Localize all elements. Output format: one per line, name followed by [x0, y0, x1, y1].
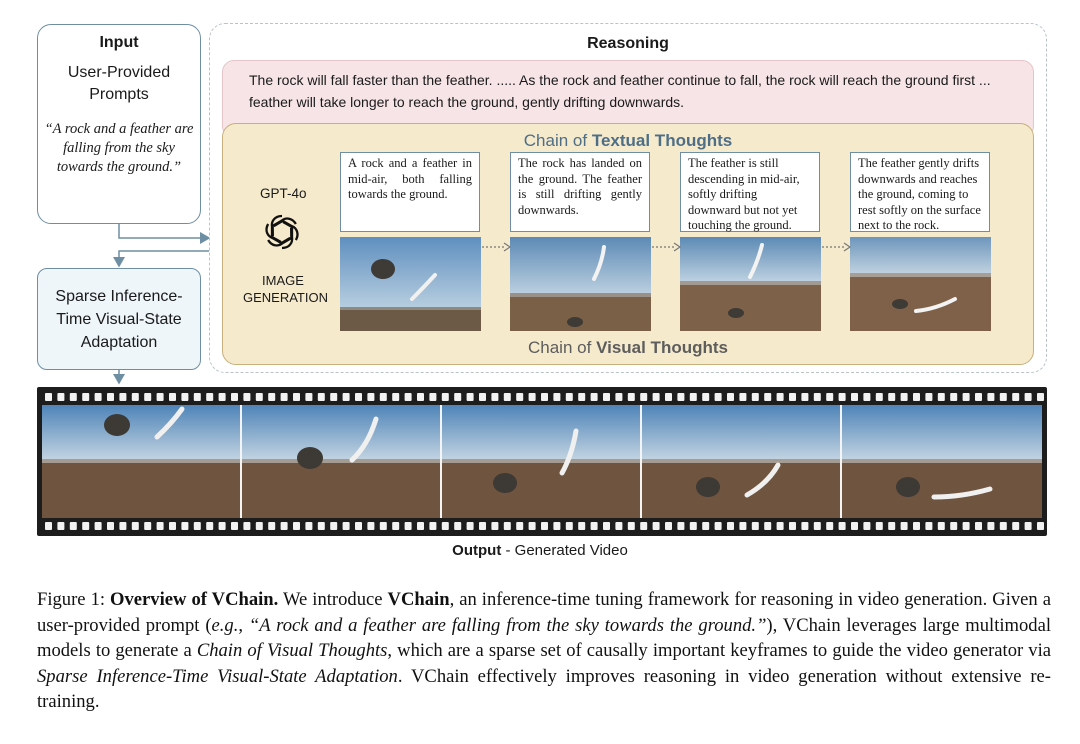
chain-visual-bold: Visual Thoughts: [596, 338, 728, 357]
sprocket-hole: [863, 393, 870, 401]
sprocket-hole: [355, 522, 362, 530]
sprocket-hole: [876, 393, 883, 401]
sprocket-hole: [826, 393, 833, 401]
caption-text-3: ,: [238, 614, 249, 636]
textual-thought-2: The rock has landed on the ground. The feather is still drifting gently downwards.: [510, 152, 650, 232]
sprocket-hole: [95, 522, 102, 530]
sprocket-hole: [231, 522, 238, 530]
sprocket-hole: [801, 522, 808, 530]
sprocket-hole: [157, 522, 164, 530]
sprocket-hole: [615, 393, 622, 401]
sprocket-hole: [653, 393, 660, 401]
sprocket-hole: [938, 393, 945, 401]
sprocket-hole: [690, 393, 697, 401]
sprocket-hole: [256, 393, 263, 401]
textual-thought-1: A rock and a feather in mid-air, both falling towards the ground.: [340, 152, 480, 232]
sprocket-hole: [132, 522, 139, 530]
sprocket-hole: [219, 393, 226, 401]
sprocket-hole: [330, 393, 337, 401]
sprocket-hole: [442, 522, 449, 530]
sprocket-hole: [268, 393, 275, 401]
chain-visual-title: [223, 338, 1033, 358]
sprocket-hole: [281, 393, 288, 401]
sprocket-hole: [777, 393, 784, 401]
film-sprockets-bottom: [37, 520, 1047, 532]
sprocket-hole: [938, 522, 945, 530]
sprocket-hole: [305, 393, 312, 401]
input-to-reasoning-arrow: [119, 224, 209, 238]
sprocket-hole: [950, 522, 957, 530]
sprocket-hole: [541, 522, 548, 530]
visual-thought-3: [680, 237, 821, 331]
sprocket-hole: [70, 522, 77, 530]
reasoning-to-sparse-arrow: [119, 251, 209, 266]
caption-bold-2: VChain: [387, 589, 450, 610]
sprocket-hole: [925, 522, 932, 530]
sprocket-hole: [107, 393, 114, 401]
sprocket-hole: [442, 393, 449, 401]
caption-bold-1: Overview of VChain.: [110, 589, 279, 610]
chain-visual-prefix: Chain of: [528, 338, 592, 357]
sprocket-hole: [392, 522, 399, 530]
chain-textual-bold: Textual Thoughts: [591, 131, 733, 150]
sprocket-hole: [516, 522, 523, 530]
sprocket-hole: [1025, 393, 1032, 401]
sprocket-hole: [876, 522, 883, 530]
sprocket-hole: [1012, 522, 1019, 530]
sprocket-hole: [566, 522, 573, 530]
sprocket-hole: [169, 393, 176, 401]
sprocket-hole: [194, 522, 201, 530]
sprocket-hole: [727, 393, 734, 401]
sprocket-hole: [888, 393, 895, 401]
input-prompt: “A rock and a feather are falling from the sky towards the ground.”: [44, 121, 194, 175]
sprocket-hole: [293, 393, 300, 401]
sprocket-hole: [281, 522, 288, 530]
sprocket-hole: [479, 393, 486, 401]
sprocket-hole: [665, 393, 672, 401]
input-box: [37, 24, 201, 224]
sprocket-hole: [504, 522, 511, 530]
sprocket-hole: [777, 522, 784, 530]
input-subtitle: User-Provided Prompts: [67, 64, 171, 103]
output-label-rest: - Generated Video: [501, 542, 628, 559]
video-frame-5: [842, 405, 1042, 518]
sprocket-hole: [57, 393, 64, 401]
sprocket-hole: [206, 393, 213, 401]
sprocket-hole: [491, 522, 498, 530]
video-frame-2: [242, 405, 442, 518]
caption-text-4: ), VChain leverages large multimodal models to generate a: [37, 614, 1051, 661]
sprocket-hole: [789, 393, 796, 401]
sprocket-hole: [343, 393, 350, 401]
sprocket-hole: [144, 393, 151, 401]
sprocket-hole: [653, 522, 660, 530]
sprocket-hole: [119, 522, 126, 530]
generated-video-filmstrip: [37, 387, 1047, 536]
visual-thought-4: [850, 237, 991, 331]
sprocket-hole: [578, 393, 585, 401]
video-frame-3: [442, 405, 642, 518]
sprocket-hole: [256, 522, 263, 530]
sprocket-hole: [975, 393, 982, 401]
visual-thought-1: [340, 237, 481, 331]
sprocket-hole: [479, 522, 486, 530]
sprocket-hole: [231, 393, 238, 401]
sprocket-hole: [715, 393, 722, 401]
chain-textual-prefix: Chain of: [523, 131, 588, 150]
sprocket-hole: [963, 522, 970, 530]
sprocket-hole: [901, 393, 908, 401]
sprocket-hole: [578, 522, 585, 530]
sprocket-hole: [677, 393, 684, 401]
sprocket-hole: [702, 522, 709, 530]
sprocket-hole: [1012, 393, 1019, 401]
sprocket-hole: [318, 522, 325, 530]
sprocket-hole: [826, 522, 833, 530]
sprocket-hole: [107, 522, 114, 530]
caption-italic-4: Sparse Inference-Time Visual-State Adaptation: [37, 665, 398, 687]
input-title: Input: [99, 34, 139, 51]
caption-italic-1: e.g.: [211, 614, 239, 636]
chain-textual-title: [223, 131, 1033, 151]
sprocket-hole: [206, 522, 213, 530]
sprocket-hole: [764, 393, 771, 401]
openai-logo-icon: [261, 211, 303, 253]
sprocket-hole: [181, 393, 188, 401]
image-generation-label: IMAGE GENERATION: [243, 273, 328, 305]
sprocket-hole: [417, 522, 424, 530]
sprocket-hole: [764, 522, 771, 530]
sprocket-hole: [82, 522, 89, 530]
sprocket-hole: [181, 522, 188, 530]
caption-text-2: , an inference-time tuning framework for reasoning in video generation. Given a user-provided prompt (: [37, 589, 1051, 636]
sprocket-hole: [603, 393, 610, 401]
reasoning-text: The rock will fall faster than the feather. ..... As the rock and feather continue to fall, the rock will reach the ground first ... feather will take longer to reach the ground, gently drifting downwards.: [222, 60, 1034, 138]
sprocket-hole: [45, 393, 52, 401]
sprocket-hole: [405, 393, 412, 401]
dotted-arrow-icon: [822, 242, 852, 252]
film-sprockets-top: [37, 391, 1047, 403]
sprocket-hole: [57, 522, 64, 530]
sprocket-hole: [268, 522, 275, 530]
sprocket-hole: [243, 522, 250, 530]
sprocket-hole: [591, 393, 598, 401]
visual-thought-2: [510, 237, 651, 331]
sprocket-hole: [541, 393, 548, 401]
film-frames: [42, 405, 1042, 518]
model-label: GPT-4o: [260, 186, 307, 201]
sprocket-hole: [739, 393, 746, 401]
caption-prefix: Figure 1:: [37, 589, 111, 610]
sprocket-hole: [1037, 522, 1044, 530]
sprocket-hole: [913, 393, 920, 401]
sprocket-hole: [380, 522, 387, 530]
sprocket-hole: [293, 522, 300, 530]
sprocket-hole: [727, 522, 734, 530]
output-label: [0, 542, 1080, 559]
sprocket-hole: [1025, 522, 1032, 530]
caption-text-6: . VChain effectively improves reasoning in video generation without extensive re-training.: [37, 665, 1051, 712]
sprocket-hole: [566, 393, 573, 401]
sprocket-hole: [132, 393, 139, 401]
caption-text-5: , which are a sparse set of causally important keyframes to guide the video generator via: [387, 640, 1051, 661]
sprocket-hole: [405, 522, 412, 530]
sprocket-hole: [392, 393, 399, 401]
sprocket-hole: [677, 522, 684, 530]
sprocket-hole: [429, 522, 436, 530]
sprocket-hole: [1037, 393, 1044, 401]
sprocket-hole: [380, 393, 387, 401]
sprocket-hole: [305, 522, 312, 530]
sprocket-hole: [888, 522, 895, 530]
sprocket-hole: [367, 393, 374, 401]
sprocket-hole: [194, 393, 201, 401]
sprocket-hole: [491, 393, 498, 401]
sprocket-hole: [95, 393, 102, 401]
sprocket-hole: [516, 393, 523, 401]
textual-thought-4: The feather gently drifts downwards and reaches the ground, coming to rest softly on the surface next to the rock.: [850, 152, 990, 232]
caption-text-1: We introduce: [278, 589, 388, 610]
sprocket-hole: [814, 522, 821, 530]
textual-thought-3: The feather is still descending in mid-air, softly drifting downward but not yet touching the ground.: [680, 152, 820, 232]
video-frame-4: [642, 405, 842, 518]
sprocket-hole: [529, 522, 536, 530]
sprocket-hole: [640, 522, 647, 530]
sprocket-hole: [975, 522, 982, 530]
sprocket-hole: [913, 522, 920, 530]
sprocket-hole: [963, 393, 970, 401]
sprocket-hole: [144, 522, 151, 530]
sprocket-hole: [1000, 393, 1007, 401]
sprocket-hole: [814, 393, 821, 401]
sprocket-hole: [45, 522, 52, 530]
sprocket-hole: [863, 522, 870, 530]
sprocket-hole: [330, 522, 337, 530]
figure-caption: [37, 587, 1051, 715]
sprocket-hole: [851, 522, 858, 530]
sprocket-hole: [603, 522, 610, 530]
output-label-bold: Output: [452, 542, 502, 559]
sprocket-hole: [715, 522, 722, 530]
sprocket-hole: [752, 393, 759, 401]
sprocket-hole: [1000, 522, 1007, 530]
sprocket-hole: [157, 393, 164, 401]
sprocket-hole: [417, 393, 424, 401]
sprocket-hole: [591, 522, 598, 530]
sprocket-hole: [702, 393, 709, 401]
sprocket-hole: [739, 522, 746, 530]
sprocket-hole: [467, 522, 474, 530]
sprocket-hole: [343, 522, 350, 530]
sprocket-hole: [318, 393, 325, 401]
sprocket-hole: [243, 393, 250, 401]
chain-of-thoughts-box: [222, 123, 1034, 365]
sprocket-hole: [950, 393, 957, 401]
sprocket-hole: [553, 393, 560, 401]
sprocket-hole: [82, 393, 89, 401]
sprocket-hole: [628, 393, 635, 401]
sprocket-hole: [925, 393, 932, 401]
sprocket-hole: [839, 393, 846, 401]
sprocket-hole: [851, 393, 858, 401]
sprocket-hole: [839, 522, 846, 530]
sprocket-hole: [467, 393, 474, 401]
sprocket-hole: [219, 522, 226, 530]
sprocket-hole: [789, 522, 796, 530]
sprocket-hole: [454, 393, 461, 401]
sprocket-hole: [690, 522, 697, 530]
sprocket-hole: [987, 393, 994, 401]
sprocket-hole: [367, 522, 374, 530]
dotted-arrow-icon: [652, 242, 682, 252]
sprocket-hole: [640, 393, 647, 401]
sprocket-hole: [70, 393, 77, 401]
sprocket-hole: [615, 522, 622, 530]
sparse-adaptation-box: [37, 268, 201, 370]
sprocket-hole: [529, 393, 536, 401]
sprocket-hole: [119, 393, 126, 401]
reasoning-panel: [209, 23, 1047, 373]
sparse-adaptation-label: Sparse Inference-Time Visual-State Adaptation: [55, 287, 183, 351]
sprocket-hole: [901, 522, 908, 530]
caption-italic-2: “A rock and a feather are falling from the sky towards the ground.”: [248, 614, 767, 636]
sprocket-hole: [665, 522, 672, 530]
dotted-arrow-icon: [482, 242, 512, 252]
reasoning-title: Reasoning: [587, 35, 669, 52]
sprocket-hole: [987, 522, 994, 530]
sprocket-hole: [169, 522, 176, 530]
sprocket-hole: [628, 522, 635, 530]
sprocket-hole: [801, 393, 808, 401]
sprocket-hole: [454, 522, 461, 530]
caption-italic-3: Chain of Visual Thoughts: [196, 640, 388, 661]
sprocket-hole: [355, 393, 362, 401]
sprocket-hole: [504, 393, 511, 401]
video-frame-1: [42, 405, 242, 518]
sprocket-hole: [553, 522, 560, 530]
sprocket-hole: [752, 522, 759, 530]
sprocket-hole: [429, 393, 436, 401]
